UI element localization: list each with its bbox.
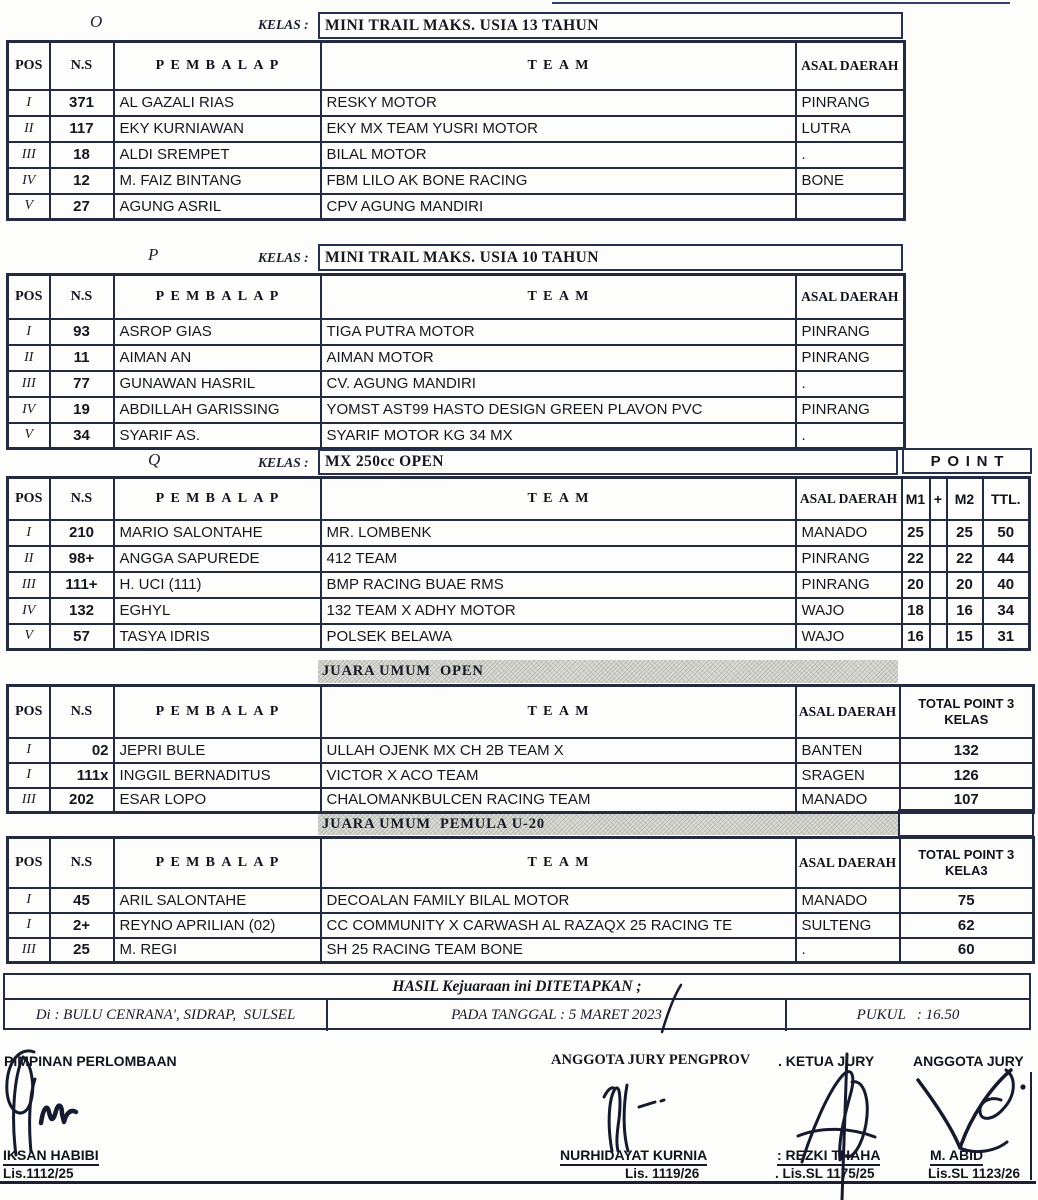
col-header-team: TEAM (321, 42, 796, 90)
total-cell: 62 (900, 913, 1034, 938)
m1-cell: 20 (902, 572, 930, 598)
col-header-pembalap: PEMBALAP (114, 478, 321, 520)
table-row (8, 788, 1034, 813)
col-header-pos: POS (8, 686, 50, 738)
col-header-asal: ASAL DAERAH (796, 275, 905, 319)
col-header-pos: POS (8, 275, 50, 319)
kelas-label-p: KELAS : (258, 250, 309, 265)
pembalap-cell: ESAR LOPO (114, 788, 321, 813)
juara-umum-open-title: JUARA UMUM OPEN (322, 663, 484, 679)
ns-cell: 111+ (50, 572, 114, 598)
ns-cell: 210 (50, 520, 114, 546)
bottom-rule (0, 1181, 1036, 1184)
table-row (8, 168, 905, 194)
m2-cell: 20 (947, 572, 983, 598)
asal-cell: WAJO (796, 624, 902, 650)
asal-cell: LUTRA (796, 116, 905, 142)
m1-cell: 18 (902, 598, 930, 624)
ns-cell: 19 (50, 397, 114, 423)
pembalap-cell: TASYA IDRIS (114, 624, 321, 650)
ns-cell: 111x (50, 763, 114, 788)
m2-cell: 25 (947, 520, 983, 546)
asal-cell: BANTEN (796, 738, 900, 763)
signature-iksan-flourish (41, 1106, 76, 1123)
ns-cell: 57 (50, 624, 114, 650)
team-cell: BMP RACING BUAE RMS (321, 572, 796, 598)
pembalap-cell: H. UCI (111) (114, 572, 321, 598)
plus-cell (930, 572, 947, 598)
signature-nurhidayat-2 (624, 1085, 628, 1151)
class-letter-q: Q (148, 450, 161, 469)
pos-cell: I (8, 520, 50, 546)
pembalap-cell: JEPRI BULE (114, 738, 321, 763)
m2-cell: 16 (947, 598, 983, 624)
pembalap-cell: INGGIL BERNADITUS (114, 763, 321, 788)
signature-rezki-cross (798, 1129, 875, 1137)
team-cell: SH 25 RACING TEAM BONE (321, 938, 796, 963)
kelas-name-q: MX 250cc OPEN (325, 453, 444, 470)
ns-cell: 25 (50, 938, 114, 963)
ns-cell: 371 (50, 90, 114, 116)
team-cell: DECOALAN FAMILY BILAL MOTOR (321, 888, 796, 913)
declaration-details-row (5, 1000, 1029, 1031)
table-row (8, 624, 1030, 650)
ns-cell: 2+ (50, 913, 114, 938)
plus-cell (930, 546, 947, 572)
asal-cell: PINRANG (796, 572, 902, 598)
m2-cell: 15 (947, 624, 983, 650)
plus-cell (930, 598, 947, 624)
pos-cell: I (8, 90, 50, 116)
table-row (8, 397, 905, 423)
pembalap-cell: ABDILLAH GARISSING (114, 397, 321, 423)
ns-cell: 27 (50, 194, 114, 220)
team-cell: CC COMMUNITY X CARWASH AL RAZAQX 25 RACING TE (321, 913, 796, 938)
team-cell: ULLAH OJENK MX CH 2B TEAM X (321, 738, 796, 763)
pos-cell: III (8, 572, 50, 598)
point-header-box: POINT (902, 448, 1032, 474)
team-cell: AIMAN MOTOR (321, 345, 796, 371)
pembalap-cell: ANGGA SAPUREDE (114, 546, 321, 572)
pembalap-cell: ASROP GIAS (114, 319, 321, 345)
role-anggota-jury: ANGGOTA JURY (913, 1053, 1024, 1069)
col-header-asal: ASAL DAERAH (796, 686, 900, 738)
col-header-ns: N.S (50, 42, 114, 90)
juara-umum-open-band (318, 660, 898, 683)
col-header-asal: ASAL DAERAH (796, 42, 905, 90)
col-header-plus: + (930, 478, 947, 520)
kelas-title-box-o (318, 12, 903, 39)
kelas-label-q: KELAS : (258, 455, 309, 470)
empty-total-box (898, 809, 1034, 837)
right-border-fragment (1030, 1072, 1032, 1180)
ns-cell: 45 (50, 888, 114, 913)
team-cell: RESKY MOTOR (321, 90, 796, 116)
col-header-total-point (900, 838, 1034, 888)
asal-cell: WAJO (796, 598, 902, 624)
pos-cell: II (8, 345, 50, 371)
pos-cell: IV (8, 397, 50, 423)
kelas-label-o: KELAS : (258, 17, 309, 32)
signature-nurhidayat (604, 1088, 620, 1151)
m1-cell: 25 (902, 520, 930, 546)
total-header-line1: TOTAL POINT 3 (918, 846, 1015, 862)
pos-cell: IV (8, 598, 50, 624)
pembalap-cell: REYNO APRILIAN (02) (114, 913, 321, 938)
ns-cell: 77 (50, 371, 114, 397)
results-table-mini-trail-10 (6, 273, 906, 450)
declaration-title: HASIL Kejuaraan ini DITETAPKAN ; (5, 975, 1029, 1000)
signature-abid-loop (980, 1070, 1013, 1118)
table-row (8, 738, 1034, 763)
pembalap-cell: GUNAWAN HASRIL (114, 371, 321, 397)
team-cell: FBM LILO AK BONE RACING (321, 168, 796, 194)
team-cell: TIGA PUTRA MOTOR (321, 319, 796, 345)
table-header-row (8, 42, 905, 90)
ttl-cell: 40 (983, 572, 1030, 598)
signer-name-m-abid: M. ABID (930, 1147, 983, 1166)
role-anggota-jury-pengprov: ANGGOTA JURY PENGPROV (551, 1052, 751, 1068)
table-row (8, 116, 905, 142)
ns-cell: 117 (50, 116, 114, 142)
col-header-pembalap: PEMBALAP (114, 275, 321, 319)
pos-cell: III (8, 142, 50, 168)
ttl-cell: 31 (983, 624, 1030, 650)
total-header-line2: KELA3 (944, 862, 988, 878)
total-cell: 132 (900, 738, 1034, 763)
team-cell: CHALOMANKBULCEN RACING TEAM (321, 788, 796, 813)
table-row (8, 888, 1034, 913)
pembalap-cell: M. REGI (114, 938, 321, 963)
pembalap-cell: SYARIF AS. (114, 423, 321, 449)
total-header-line2: KELAS (944, 711, 989, 727)
team-cell: BILAL MOTOR (321, 142, 796, 168)
juara-umum-open-table (6, 684, 1035, 814)
team-cell: EKY MX TEAM YUSRI MOTOR (321, 116, 796, 142)
col-header-ns: N.S (50, 275, 114, 319)
ttl-cell: 50 (983, 520, 1030, 546)
signer-name-iksan-habibi: IKSAN HABIBI (3, 1147, 99, 1166)
col-header-ns: N.S (50, 478, 114, 520)
team-cell: VICTOR X ACO TEAM (321, 763, 796, 788)
pembalap-cell: EKY KURNIAWAN (114, 116, 321, 142)
ns-cell: 93 (50, 319, 114, 345)
asal-cell: MANADO (796, 888, 900, 913)
table-row (8, 598, 1030, 624)
team-cell: SYARIF MOTOR KG 34 MX (321, 423, 796, 449)
role-ketua-jury: . KETUA JURY (778, 1053, 875, 1069)
pembalap-cell: M. FAIZ BINTANG (114, 168, 321, 194)
class-letter-p: P (148, 245, 159, 264)
signature-abid (918, 1070, 1011, 1148)
table-row (8, 572, 1030, 598)
declaration-box (3, 973, 1031, 1030)
asal-cell: PINRANG (796, 319, 905, 345)
pos-cell: IV (8, 168, 50, 194)
m1-cell: 22 (902, 546, 930, 572)
pos-cell: I (8, 763, 50, 788)
juara-umum-pemula-title: JUARA UMUM PEMULA U-20 (322, 816, 545, 832)
ns-cell: 34 (50, 423, 114, 449)
table-row (8, 194, 905, 220)
pembalap-cell: MARIO SALONTAHE (114, 520, 321, 546)
team-cell: POLSEK BELAWA (321, 624, 796, 650)
asal-cell: . (796, 423, 905, 449)
pos-cell: I (8, 738, 50, 763)
scan-artifact-top-line (552, 2, 1010, 4)
total-cell: 60 (900, 938, 1034, 963)
asal-cell: . (796, 938, 900, 963)
ns-cell: 98+ (50, 546, 114, 572)
juara-umum-pemula-band (318, 814, 898, 835)
declaration-time: PUKUL : 16.50 (856, 1007, 960, 1023)
team-cell: CV. AGUNG MANDIRI (321, 371, 796, 397)
asal-cell: MANADO (796, 520, 902, 546)
juara-umum-pemula-table (6, 836, 1035, 964)
pos-cell: V (8, 423, 50, 449)
kelas-name-p: MINI TRAIL MAKS. USIA 10 TAHUN (325, 248, 599, 266)
pos-cell: III (8, 788, 50, 813)
col-header-ns: N.S (50, 838, 114, 888)
asal-cell: PINRANG (796, 90, 905, 116)
table-header-row (8, 838, 1034, 888)
signature-iksan-2 (30, 1079, 35, 1152)
kelas-title-box-q (318, 449, 898, 475)
asal-cell: MANADO (796, 788, 900, 813)
team-cell: CPV AGUNG MANDIRI (321, 194, 796, 220)
table-row (8, 371, 905, 397)
asal-cell: SULTENG (796, 913, 900, 938)
col-header-pembalap: PEMBALAP (114, 42, 321, 90)
license-m-abid: Lis.SL 1123/26 (928, 1166, 1021, 1181)
table-row (8, 423, 905, 449)
team-cell: 132 TEAM X ADHY MOTOR (321, 598, 796, 624)
table-row (8, 546, 1030, 572)
asal-cell: BONE (796, 168, 905, 194)
asal-cell: . (796, 371, 905, 397)
results-table-mx250-open (6, 476, 1031, 651)
table-row (8, 913, 1034, 938)
col-header-pos: POS (8, 838, 50, 888)
results-table-mini-trail-13 (6, 40, 906, 221)
ns-cell: 18 (50, 142, 114, 168)
col-header-pos: POS (8, 478, 50, 520)
class-letter-o: O (90, 12, 103, 31)
table-row (8, 142, 905, 168)
pos-cell: I (8, 888, 50, 913)
asal-cell: PINRANG (796, 546, 902, 572)
pos-cell: V (8, 624, 50, 650)
license-nurhidayat-kurnia: Lis. 1119/26 (625, 1166, 700, 1181)
pos-cell: I (8, 319, 50, 345)
col-header-m1: M1 (902, 478, 930, 520)
col-header-asal: ASAL DAERAH (796, 478, 902, 520)
ns-cell: 12 (50, 168, 114, 194)
table-header-row (8, 478, 1030, 520)
pos-cell: III (8, 371, 50, 397)
table-row (8, 938, 1034, 963)
col-header-pembalap: PEMBALAP (114, 686, 321, 738)
col-header-team: TEAM (321, 686, 796, 738)
pos-cell: II (8, 546, 50, 572)
table-header-row (8, 686, 1034, 738)
table-row (8, 520, 1030, 546)
total-cell: 107 (900, 788, 1034, 813)
role-pimpinan-perlombaan: PIMPINAN PERLOMBAAN (4, 1053, 177, 1069)
asal-cell: PINRANG (796, 397, 905, 423)
table-row (8, 319, 905, 345)
col-header-ttl: TTL. (983, 478, 1030, 520)
col-header-team: TEAM (321, 838, 796, 888)
m1-cell: 16 (902, 624, 930, 650)
signer-name-rezki-thaha: : REZKI THAHA (777, 1147, 880, 1166)
asal-cell (796, 194, 905, 220)
ns-cell: 02 (50, 738, 114, 763)
pembalap-cell: EGHYL (114, 598, 321, 624)
team-cell: YOMST AST99 HASTO DESIGN GREEN PLAVON PVC (321, 397, 796, 423)
team-cell: 412 TEAM (321, 546, 796, 572)
pos-cell: II (8, 116, 50, 142)
signature-abid-dot (1020, 1084, 1025, 1089)
table-row (8, 763, 1034, 788)
pembalap-cell: AL GAZALI RIAS (114, 90, 321, 116)
team-cell: MR. LOMBENK (321, 520, 796, 546)
ns-cell: 202 (50, 788, 114, 813)
pos-cell: I (8, 913, 50, 938)
col-header-pos: POS (8, 42, 50, 90)
asal-cell: . (796, 142, 905, 168)
plus-cell (930, 520, 947, 546)
asal-cell: PINRANG (796, 345, 905, 371)
col-header-asal: ASAL DAERAH (796, 838, 900, 888)
license-rezki-thaha: . Lis.SL 1175/25 (775, 1166, 875, 1181)
col-header-team: TEAM (321, 478, 796, 520)
col-header-team: TEAM (321, 275, 796, 319)
kelas-title-box-p (318, 244, 903, 271)
col-header-pembalap: PEMBALAP (114, 838, 321, 888)
ns-cell: 11 (50, 345, 114, 371)
col-header-ns: N.S (50, 686, 114, 738)
pos-cell: III (8, 938, 50, 963)
table-row (8, 345, 905, 371)
license-iksan-habibi: Lis.1112/25 (3, 1166, 74, 1181)
pembalap-cell: ALDI SREMPET (114, 142, 321, 168)
table-row (8, 90, 905, 116)
declaration-date: PADA TANGGAL : 5 MARET 2023 (328, 1000, 787, 1031)
total-cell: 75 (900, 888, 1034, 913)
col-header-total-point (900, 686, 1034, 738)
pembalap-cell: AIMAN AN (114, 345, 321, 371)
declaration-place: Di : BULU CENRANA', SIDRAP, SULSEL (5, 1000, 328, 1031)
table-header-row (8, 275, 905, 319)
m2-cell: 22 (947, 546, 983, 572)
ttl-cell: 34 (983, 598, 1030, 624)
signature-rezki-2 (846, 1082, 867, 1157)
asal-cell: SRAGEN (796, 763, 900, 788)
col-header-m2: M2 (947, 478, 983, 520)
pembalap-cell: AGUNG ASRIL (114, 194, 321, 220)
ttl-cell: 44 (983, 546, 1030, 572)
kelas-name-o: MINI TRAIL MAKS. USIA 13 TAHUN (325, 16, 599, 34)
plus-cell (930, 624, 947, 650)
ns-cell: 132 (50, 598, 114, 624)
signature-nurhidayat-dash (639, 1100, 664, 1107)
total-header-line1: TOTAL POINT 3 (918, 695, 1015, 711)
pos-cell: V (8, 194, 50, 220)
pembalap-cell: ARIL SALONTAHE (114, 888, 321, 913)
total-cell: 126 (900, 763, 1034, 788)
signer-name-nurhidayat-kurnia: NURHIDAYAT KURNIA (560, 1147, 707, 1166)
